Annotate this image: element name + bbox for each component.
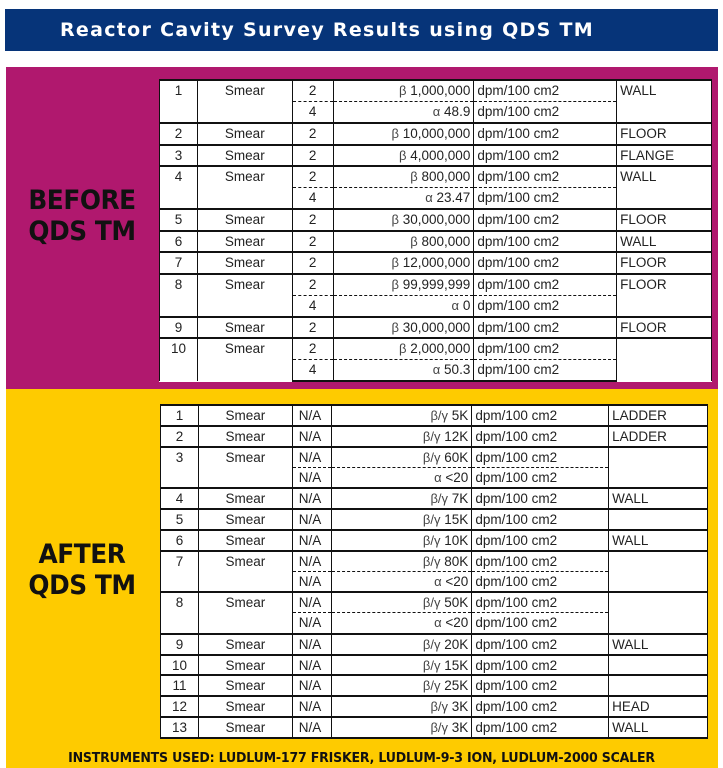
sample-type: Smear (197, 317, 292, 339)
reading-value (331, 551, 472, 572)
detector: 4 (292, 188, 333, 210)
location (609, 592, 708, 634)
sample-type: Smear (198, 509, 292, 530)
detector: N/A (292, 717, 331, 738)
detector: N/A (292, 509, 331, 530)
radiation-type-symbol: β (391, 126, 399, 141)
radiation-type-symbol: β/γ (422, 553, 441, 569)
radiation-type-symbol: β/γ (422, 636, 441, 652)
location: FLOOR (617, 123, 712, 145)
detector: N/A (292, 405, 331, 426)
reading-value (331, 447, 472, 468)
radiation-type-symbol: α (425, 190, 433, 205)
table-row (161, 509, 708, 530)
unit: dpm/100 cm2 (472, 426, 609, 447)
reading-number: 800,000 (421, 169, 471, 184)
table-row (161, 551, 708, 572)
table-row (161, 675, 708, 696)
detector: 4 (292, 360, 333, 382)
table-row (160, 145, 712, 167)
reading-number: 3K (451, 699, 469, 715)
table-row (160, 209, 712, 231)
after-section (6, 389, 718, 768)
location: FLOOR (617, 252, 712, 274)
radiation-type-symbol: α (434, 573, 442, 589)
detector: 2 (292, 231, 333, 253)
sample-number: 10 (160, 338, 198, 381)
reading-value (331, 592, 472, 613)
location: HEAD (609, 696, 708, 717)
detector: 2 (292, 274, 333, 296)
unit: dpm/100 cm2 (474, 338, 617, 360)
table-row (161, 655, 708, 676)
table-row (161, 447, 708, 468)
sample-number: 13 (161, 717, 199, 738)
unit: dpm/100 cm2 (474, 188, 617, 210)
sample-number: 3 (161, 447, 199, 489)
radiation-type-symbol: β/γ (422, 678, 441, 694)
before-results-table (159, 79, 712, 382)
before-table-body (160, 80, 712, 381)
sample-number: 8 (161, 592, 199, 634)
reading-number: 10,000,000 (402, 126, 471, 141)
reading-value (333, 338, 474, 360)
sample-number: 3 (160, 145, 198, 167)
reading-value (331, 717, 472, 738)
reading-number: 15K (444, 511, 469, 527)
location: WALL (609, 634, 708, 655)
table-row (161, 405, 708, 426)
sample-type: Smear (197, 123, 292, 145)
detector: 2 (292, 123, 333, 145)
table-row (161, 634, 708, 655)
sample-number: 5 (160, 209, 198, 231)
sample-type: Smear (197, 209, 292, 231)
reading-number: 1,000,000 (410, 83, 471, 98)
reading-value (331, 613, 472, 634)
location: WALL (617, 80, 712, 123)
radiation-type-symbol: β/γ (422, 532, 441, 548)
unit: dpm/100 cm2 (472, 488, 609, 509)
reading-number: 80K (444, 553, 469, 569)
reading-number: 50.3 (444, 362, 471, 377)
unit: dpm/100 cm2 (472, 405, 609, 426)
after-label-line1: AFTER (38, 539, 126, 570)
detector: N/A (292, 488, 331, 509)
reading-value (331, 634, 472, 655)
sample-number: 7 (161, 551, 199, 593)
reading-number: 30,000,000 (402, 319, 471, 335)
table-row (160, 317, 712, 339)
reading-number: 99,999,999 (402, 276, 471, 292)
detector: 2 (292, 145, 333, 167)
detector: 4 (292, 102, 333, 124)
detector: N/A (292, 655, 331, 676)
detector: N/A (292, 467, 331, 488)
reading-number: 12K (444, 428, 469, 444)
reading-number: <20 (445, 573, 469, 589)
sample-number: 12 (161, 696, 199, 717)
reading-value (331, 426, 472, 447)
radiation-type-symbol: β/γ (422, 657, 441, 673)
reading-value (331, 530, 472, 551)
unit: dpm/100 cm2 (474, 274, 617, 296)
detector: N/A (292, 426, 331, 447)
detector: 2 (292, 252, 333, 274)
reading-number: 25K (444, 678, 469, 694)
unit: dpm/100 cm2 (474, 123, 617, 145)
radiation-type-symbol: β/γ (422, 595, 441, 611)
sample-number: 1 (161, 405, 199, 426)
location: FLOOR (617, 274, 712, 317)
radiation-type-symbol: α (451, 297, 460, 313)
sample-number: 9 (161, 634, 199, 655)
reading-value (333, 231, 474, 253)
radiation-type-symbol: β (391, 212, 399, 227)
radiation-type-symbol: β (410, 169, 418, 184)
location: WALL (609, 530, 708, 551)
location: FLOOR (617, 209, 712, 231)
sample-type: Smear (198, 426, 292, 447)
detector: N/A (292, 613, 331, 634)
after-label (12, 539, 152, 601)
reading-value (333, 188, 474, 210)
sample-type: Smear (198, 675, 292, 696)
location (617, 338, 712, 381)
radiation-type-symbol: β (399, 147, 407, 163)
radiation-type-symbol: β (391, 319, 399, 335)
location (609, 509, 708, 530)
table-row (160, 123, 712, 145)
table-row (161, 426, 708, 447)
table-row (160, 274, 712, 296)
table-row (160, 252, 712, 274)
unit: dpm/100 cm2 (472, 613, 609, 634)
unit: dpm/100 cm2 (474, 209, 617, 231)
sample-number: 10 (161, 655, 199, 676)
radiation-type-symbol: β (410, 233, 418, 249)
radiation-type-symbol: β/γ (430, 719, 449, 735)
sample-type: Smear (198, 405, 292, 426)
reading-value (331, 696, 472, 717)
unit: dpm/100 cm2 (472, 447, 609, 468)
unit: dpm/100 cm2 (474, 360, 617, 382)
unit: dpm/100 cm2 (474, 252, 617, 274)
location: FLANGE (617, 145, 712, 167)
sample-number: 5 (161, 509, 199, 530)
radiation-type-symbol: β (391, 255, 399, 270)
sample-number: 6 (161, 530, 199, 551)
after-table-body (161, 405, 708, 738)
reading-number: 0 (462, 297, 471, 313)
unit: dpm/100 cm2 (472, 467, 609, 488)
location: WALL (617, 166, 712, 209)
reading-number: 15K (444, 657, 469, 673)
detector: N/A (292, 675, 331, 696)
unit: dpm/100 cm2 (472, 696, 609, 717)
unit: dpm/100 cm2 (472, 592, 609, 613)
reading-number: 12,000,000 (402, 255, 471, 270)
before-label-line2: QDS TM (28, 216, 136, 248)
reading-value (331, 488, 472, 509)
reading-value (331, 571, 472, 592)
detector: N/A (292, 551, 331, 572)
table-row (161, 696, 708, 717)
reading-number: <20 (445, 469, 469, 485)
location (609, 447, 708, 489)
table-row (161, 592, 708, 613)
instruments-footer: INSTRUMENTS USED: LUDLUM-177 FRISKER, LUDLUM-9-3 ION, LUDLUM-2000 SCALER (68, 750, 655, 766)
location (609, 675, 708, 696)
sample-number: 8 (160, 274, 198, 317)
detector: N/A (292, 696, 331, 717)
unit: dpm/100 cm2 (472, 655, 609, 676)
sample-number: 4 (161, 488, 199, 509)
sample-type: Smear (197, 338, 292, 381)
sample-type: Smear (198, 655, 292, 676)
sample-type: Smear (198, 717, 292, 738)
radiation-type-symbol: β/γ (422, 511, 441, 527)
unit: dpm/100 cm2 (472, 530, 609, 551)
unit: dpm/100 cm2 (474, 166, 617, 188)
sample-number: 2 (161, 426, 199, 447)
reading-number: 60K (444, 449, 469, 465)
reading-value (331, 655, 472, 676)
unit: dpm/100 cm2 (472, 634, 609, 655)
sample-type: Smear (197, 231, 292, 253)
radiation-type-symbol: β/γ (422, 428, 441, 444)
reading-value (333, 80, 474, 102)
reading-number: 4,000,000 (410, 147, 471, 163)
sample-type: Smear (198, 634, 292, 655)
detector: 2 (292, 209, 333, 231)
detector: N/A (292, 530, 331, 551)
reading-value (331, 675, 472, 696)
after-label-line2: QDS TM (28, 570, 136, 602)
sample-type: Smear (198, 551, 292, 593)
detector: N/A (292, 447, 331, 468)
detector: 2 (292, 80, 333, 102)
table-row (160, 80, 712, 102)
reading-number: <20 (445, 615, 469, 631)
radiation-type-symbol: β/γ (430, 408, 449, 423)
detector: N/A (292, 571, 331, 592)
before-label (12, 185, 152, 247)
sample-number: 2 (160, 123, 198, 145)
radiation-type-symbol: β/γ (430, 699, 449, 715)
detector: 2 (292, 338, 333, 360)
unit: dpm/100 cm2 (474, 295, 617, 317)
table-row (161, 530, 708, 551)
table-row (160, 338, 712, 360)
unit: dpm/100 cm2 (474, 145, 617, 167)
location: WALL (617, 231, 712, 253)
radiation-type-symbol: β/γ (430, 491, 449, 507)
reading-value (333, 123, 474, 145)
sample-type: Smear (197, 252, 292, 274)
reading-value (333, 145, 474, 167)
sample-type: Smear (198, 696, 292, 717)
detector: 2 (292, 166, 333, 188)
reading-number: 2,000,000 (410, 341, 471, 356)
reading-value (331, 509, 472, 530)
unit: dpm/100 cm2 (472, 509, 609, 530)
detector: N/A (292, 592, 331, 613)
reading-number: 10K (444, 532, 469, 548)
location: WALL (609, 717, 708, 738)
unit: dpm/100 cm2 (474, 231, 617, 253)
after-results-table (160, 404, 708, 739)
unit: dpm/100 cm2 (472, 675, 609, 696)
reading-number: 7K (451, 491, 469, 507)
radiation-type-symbol: β (399, 341, 407, 356)
reading-value (331, 467, 472, 488)
detector: N/A (292, 634, 331, 655)
radiation-type-symbol: α (432, 104, 441, 119)
table-row (160, 166, 712, 188)
reading-value (333, 295, 474, 317)
sample-number: 1 (160, 80, 198, 123)
sample-type: Smear (198, 488, 292, 509)
reading-value (333, 166, 474, 188)
sample-type: Smear (198, 447, 292, 489)
reading-value (333, 317, 474, 339)
radiation-type-symbol: α (434, 469, 442, 485)
reading-number: 48.9 (444, 104, 471, 119)
sample-number: 9 (160, 317, 198, 339)
detector: 4 (292, 295, 333, 317)
reading-value (333, 274, 474, 296)
unit: dpm/100 cm2 (474, 102, 617, 124)
reading-value (333, 209, 474, 231)
reading-value (331, 405, 472, 426)
unit: dpm/100 cm2 (472, 571, 609, 592)
radiation-type-symbol: β (391, 276, 399, 292)
reading-number: 800,000 (421, 233, 471, 249)
sample-number: 4 (160, 166, 198, 209)
location (609, 551, 708, 593)
location: LADDER (609, 405, 708, 426)
table-row (161, 488, 708, 509)
location: FLOOR (617, 317, 712, 339)
sample-number: 7 (160, 252, 198, 274)
reading-number: 3K (451, 719, 469, 735)
reading-number: 20K (444, 636, 469, 652)
sample-type: Smear (198, 592, 292, 634)
reading-number: 23.47 (436, 190, 471, 205)
reading-value (333, 252, 474, 274)
sample-number: 11 (161, 675, 199, 696)
reading-number: 30,000,000 (402, 212, 471, 227)
sample-type: Smear (197, 145, 292, 167)
unit: dpm/100 cm2 (474, 80, 617, 102)
sample-number: 6 (160, 231, 198, 253)
reading-value (333, 360, 474, 382)
radiation-type-symbol: α (434, 615, 442, 631)
location: LADDER (609, 426, 708, 447)
reading-value (333, 102, 474, 124)
unit: dpm/100 cm2 (474, 317, 617, 339)
location: WALL (609, 488, 708, 509)
detector: 2 (292, 317, 333, 339)
sample-type: Smear (197, 166, 292, 209)
table-row (160, 231, 712, 253)
reading-number: 5K (451, 408, 469, 423)
before-section (6, 67, 718, 389)
radiation-type-symbol: α (432, 362, 441, 377)
sample-type: Smear (198, 530, 292, 551)
sample-type: Smear (197, 274, 292, 317)
unit: dpm/100 cm2 (472, 551, 609, 572)
table-row (161, 717, 708, 738)
reading-number: 50K (444, 595, 469, 611)
radiation-type-symbol: β/γ (422, 449, 441, 465)
sample-type: Smear (197, 80, 292, 123)
before-label-line1: BEFORE (28, 185, 136, 216)
page-title: Reactor Cavity Survey Results using QDS TM (5, 9, 718, 51)
location (609, 655, 708, 676)
radiation-type-symbol: β (399, 83, 407, 98)
unit: dpm/100 cm2 (472, 717, 609, 738)
